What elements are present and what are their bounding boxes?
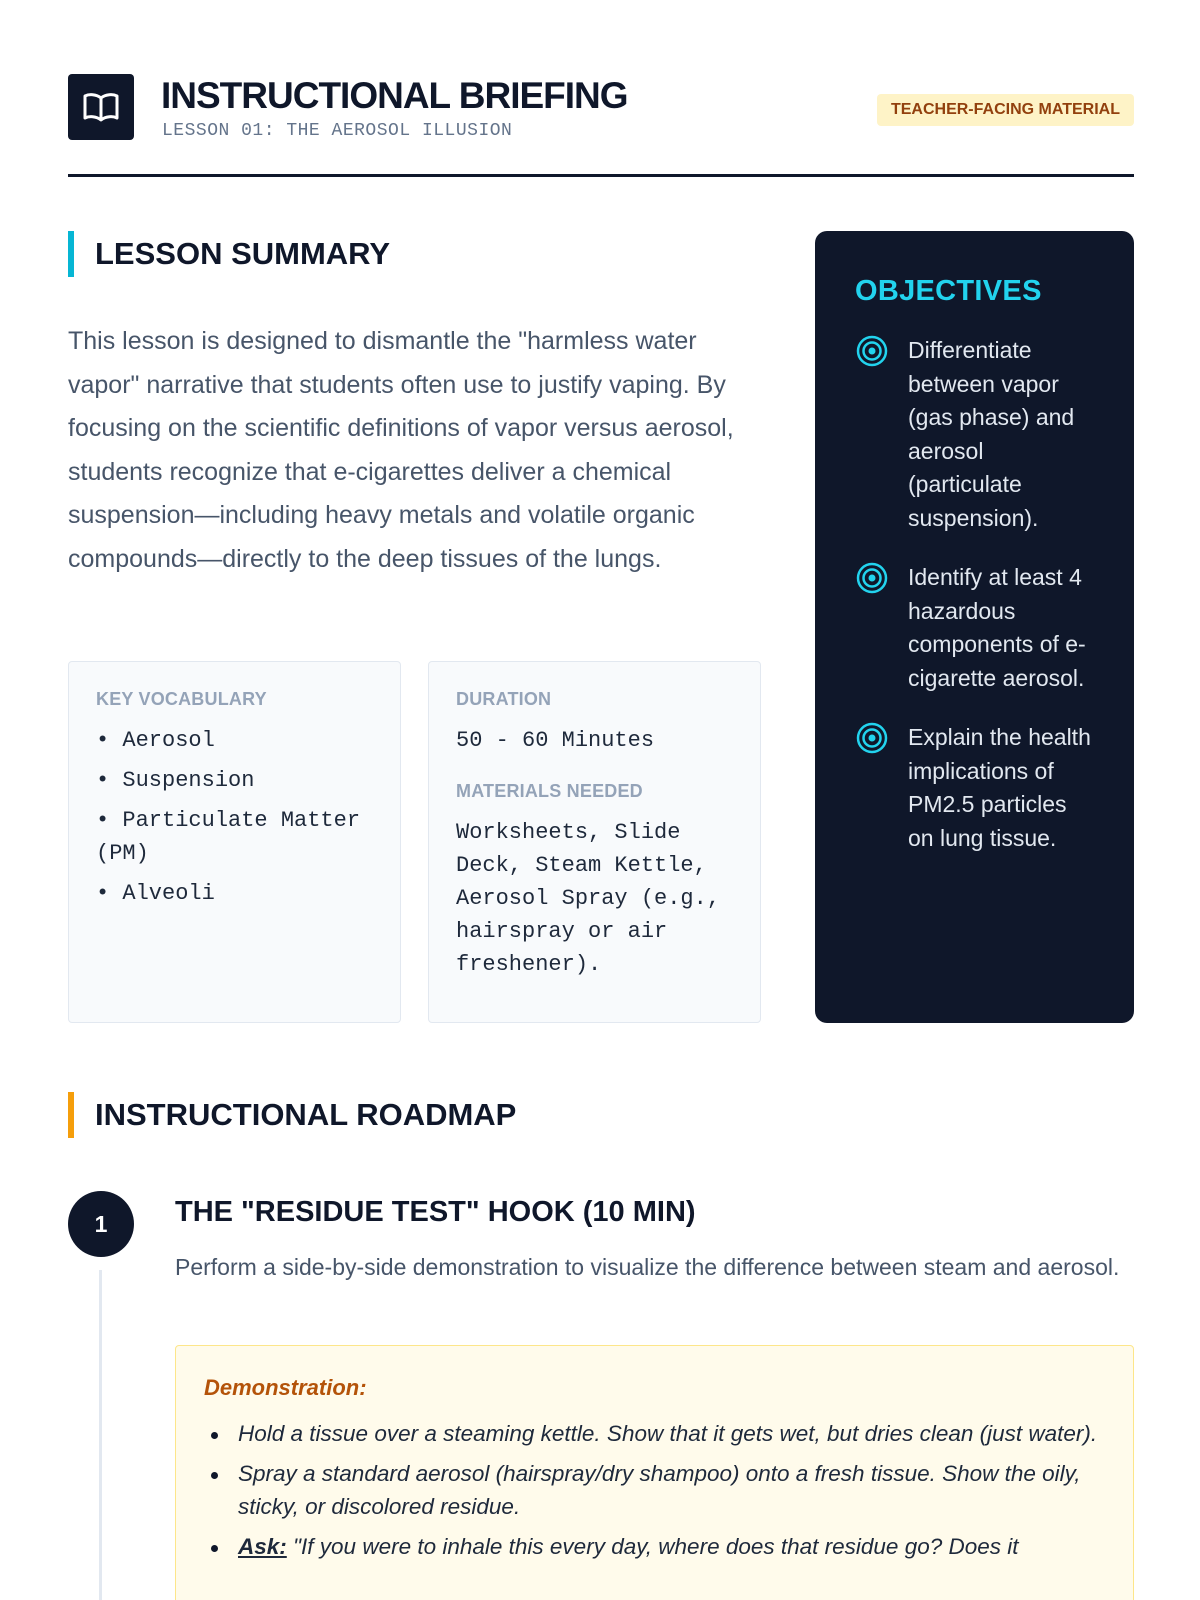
roadmap-heading	[68, 1092, 516, 1138]
logistics-card	[428, 661, 761, 1023]
demonstration-step: Hold a tissue over a steaming kettle. Show that it gets wet, but dries clean (just water).	[204, 1417, 1105, 1451]
objective-item	[855, 721, 1094, 855]
materials-label: MATERIALS NEEDED	[456, 781, 643, 801]
objective-text: Explain the health implications of PM2.5 particles on lung tissue.	[908, 724, 1091, 851]
step-title: THE "RESIDUE TEST" HOOK (10 MIN)	[175, 1196, 696, 1228]
objective-text: Differentiate between vapor (gas phase) and aerosol (particulate suspension).	[908, 337, 1075, 531]
demonstration-step	[204, 1530, 1105, 1564]
demonstration-list	[204, 1417, 1105, 1563]
open-book-icon	[68, 74, 134, 140]
objective-item	[855, 561, 1094, 695]
header-divider	[68, 174, 1134, 177]
ask-question: "If you were to inhale this every day, where does that residue go? Does it	[293, 1533, 1019, 1559]
vocabulary-card	[68, 661, 401, 1023]
vocabulary-item: • Particulate Matter (PM)	[96, 808, 361, 866]
objectives-panel	[815, 231, 1134, 1023]
page-title: INSTRUCTIONAL BRIEFING	[161, 75, 628, 116]
step-description: Perform a side-by-side demonstration to visualize the difference between steam and aerosol.	[175, 1254, 1120, 1280]
duration-value: 50 - 60 Minutes	[456, 728, 655, 753]
page-header	[68, 74, 1134, 178]
section-accent-bar	[68, 1092, 74, 1138]
objective-item	[855, 334, 1094, 535]
audience-badge: TEACHER-FACING MATERIAL	[877, 94, 1134, 126]
target-icon	[855, 334, 889, 368]
lesson-subtitle: LESSON 01: THE AEROSOL ILLUSION	[162, 121, 513, 141]
timeline-connector	[99, 1270, 102, 1600]
lesson-summary-text: This lesson is designed to dismantle the "harmless water vapor" narrative that students often use to justify vaping. By focusing on the scientific definitions of vapor versus aerosol, students recognize that e-cigarettes deliver a chemical suspension—including heavy metals and volatile organic compounds—directly to the deep tissues of the lungs.	[68, 327, 734, 573]
lesson-summary-heading	[68, 231, 390, 277]
demonstration-callout	[175, 1345, 1134, 1600]
ask-label: Ask:	[238, 1533, 287, 1559]
vocabulary-list	[96, 724, 373, 910]
callout-label: Demonstration:	[204, 1375, 367, 1400]
demonstration-step: Spray a standard aerosol (hairspray/dry shampoo) onto a fresh tissue. Show the oily, sticky, or discolored residue.	[204, 1457, 1105, 1524]
section-title: INSTRUCTIONAL ROADMAP	[95, 1097, 517, 1132]
vocabulary-item: • Suspension	[96, 768, 255, 793]
objectives-title: OBJECTIVES	[855, 275, 1042, 307]
target-icon	[855, 561, 889, 595]
vocabulary-item: • Alveoli	[96, 881, 215, 906]
vocabulary-item: • Aerosol	[96, 728, 215, 753]
materials-value: Worksheets, Slide Deck, Steam Kettle, Aerosol Spray (e.g., hairspray or air freshener).	[456, 820, 721, 977]
section-accent-bar	[68, 231, 74, 277]
objective-text: Identify at least 4 hazardous components of e-cigarette aerosol.	[908, 564, 1086, 691]
duration-label: DURATION	[456, 689, 552, 709]
step-number-badge: 1	[68, 1191, 134, 1257]
section-title: LESSON SUMMARY	[95, 236, 391, 271]
target-icon	[855, 721, 889, 755]
vocabulary-label: KEY VOCABULARY	[96, 689, 267, 709]
